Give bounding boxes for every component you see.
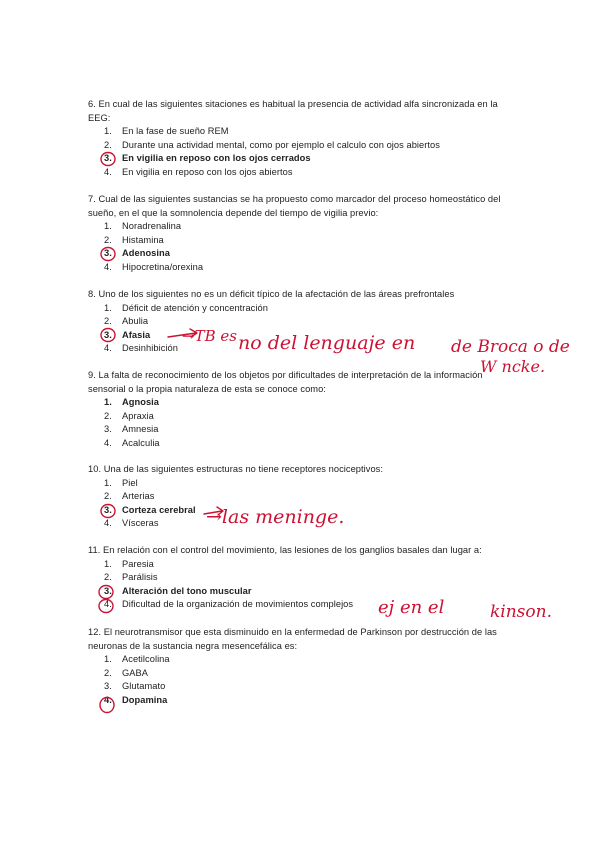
option-text: Glutamato [122,681,166,691]
option-text: Acetilcolina [122,654,170,664]
question-7 [88,193,518,274]
option-number: 3. [104,153,112,163]
note-q8-2: no del lenguaje en [238,332,416,354]
question-stem: 12. El neurotransmisor que esta disminuido en la enfermedad de Parkinson por destrucción de las neuronas de la sustancia negra mesencefálica es: [88,627,497,651]
option-text: Agnosia [122,397,160,407]
option-number: 1. [104,397,112,407]
option-text: Arterias [122,491,155,501]
option-text: Hipocretina/orexina [122,261,204,272]
question-stem: 6. En cual de las siguientes sitaciones es habitual la presencia de actividad alfa sincronizada en la EEG: [88,99,498,123]
option-text: En vigilia en reposo con los ojos abiertos [122,166,293,177]
option-list [88,302,518,356]
option-item [88,234,518,248]
option-text: Alteración del tono muscular [122,585,252,596]
option-item-answer [88,329,518,343]
question-stem: 7. Cual de las siguientes sustancias se ha propuesto como marcador del proceso homeostático del sueño, en el que la somnolencia depende del tiempo de vigilia previo: [88,194,501,218]
option-list [88,125,518,179]
option-text: Corteza cerebral [122,504,196,515]
option-number: 3. [104,329,112,340]
option-item [88,125,518,139]
option-item [88,667,518,681]
option-text: GABA [122,667,149,678]
option-item [88,220,518,234]
note-q8-4: W ncke. [480,357,546,376]
option-item [88,166,518,180]
option-number: 4. [104,518,112,528]
option-number: 3. [104,585,112,596]
option-number: 1. [104,126,112,136]
option-item [88,598,518,612]
option-item [88,342,518,356]
option-text: Acalculia [122,437,160,448]
option-text: Noradrenalina [122,221,182,231]
option-text: Adenosina [122,248,170,258]
option-number: 3. [104,504,112,515]
option-text: En vigilia en reposo con los ojos cerrados [122,153,311,163]
option-list [88,558,518,612]
option-number: 3. [104,248,112,258]
option-text: Paresia [122,558,154,569]
option-item [88,302,518,316]
option-item [88,315,518,329]
option-list [88,220,518,274]
option-number: 1. [104,302,112,313]
option-item-answer [88,585,518,599]
option-number: 4. [104,166,112,177]
option-number: 2. [104,491,112,501]
option-number: 2. [104,316,112,326]
option-text: Histamina [122,234,164,245]
option-number: 3. [104,424,112,434]
option-number: 4. [104,261,112,272]
option-text: Vísceras [122,518,159,528]
option-item [88,517,518,531]
option-item [88,437,518,451]
question-11 [88,544,518,612]
option-item [88,477,518,491]
option-item [88,653,518,667]
option-list [88,653,518,707]
option-item [88,410,518,424]
option-number: 1. [104,221,112,231]
note-q11-1: ej en el [378,597,445,618]
option-item [88,423,518,437]
option-item-answer [88,396,518,410]
question-6 [88,98,518,179]
question-stem: 9. La falta de reconocimiento de los objetos por dificultades de interpretación de la información sensorial o la propia naturaleza de esta se conoce como: [88,370,483,394]
option-text: Desinhibición [122,343,178,353]
option-text: En la fase de sueño REM [122,126,229,136]
option-number: 4. [104,599,112,609]
option-number: 2. [104,234,112,245]
question-stem: 8. Uno de los siguientes no es un déficit típico de la afectación de las áreas prefrontales [88,289,455,299]
option-text: Afasia [122,329,151,340]
option-item [88,571,518,585]
option-item [88,558,518,572]
note-q8-1: →TB es [182,327,237,345]
option-number: 1. [104,477,112,488]
option-text: Durante una actividad mental, como por ejemplo el calculo con ojos abiertos [122,139,440,150]
option-text: Amnesia [122,424,159,434]
option-list [88,396,518,450]
question-12 [88,626,518,707]
option-text: Dopamina [122,694,168,705]
option-item-answer [88,247,518,261]
option-item-answer [88,504,518,518]
option-list [88,477,518,531]
option-text: Déficit de atención y concentración [122,302,268,313]
question-8 [88,288,518,356]
option-number: 2. [104,139,112,150]
option-number: 1. [104,654,112,664]
note-q8-3: de Broca o de [451,337,570,357]
question-stem: 10. Una de las siguientes estructuras no tiene receptores nociceptivos: [88,464,384,474]
option-item-answer [88,694,518,708]
note-q10: →las meninge. [206,506,345,528]
option-number: 4. [104,437,112,448]
option-number: 3. [104,681,112,691]
option-number: 4. [104,694,112,705]
option-number: 1. [104,558,112,569]
option-text: Abulia [122,316,149,326]
option-item-answer [88,152,518,166]
option-text: Dificultad de la organización de movimientos complejos [122,599,354,609]
option-item [88,490,518,504]
option-text: Piel [122,477,138,488]
option-item [88,680,518,694]
option-number: 4. [104,343,112,353]
question-stem: 11. En relación con el control del movimiento, las lesiones de los ganglios basales dan lugar a: [88,545,482,555]
option-text: Parálisis [122,572,158,582]
option-text: Apraxia [122,410,154,421]
question-9 [88,369,518,450]
option-number: 2. [104,572,112,582]
option-number: 2. [104,410,112,421]
option-item [88,261,518,275]
note-q11-2: kinson. [490,602,552,622]
question-10 [88,463,518,531]
option-item [88,139,518,153]
option-number: 2. [104,667,112,678]
